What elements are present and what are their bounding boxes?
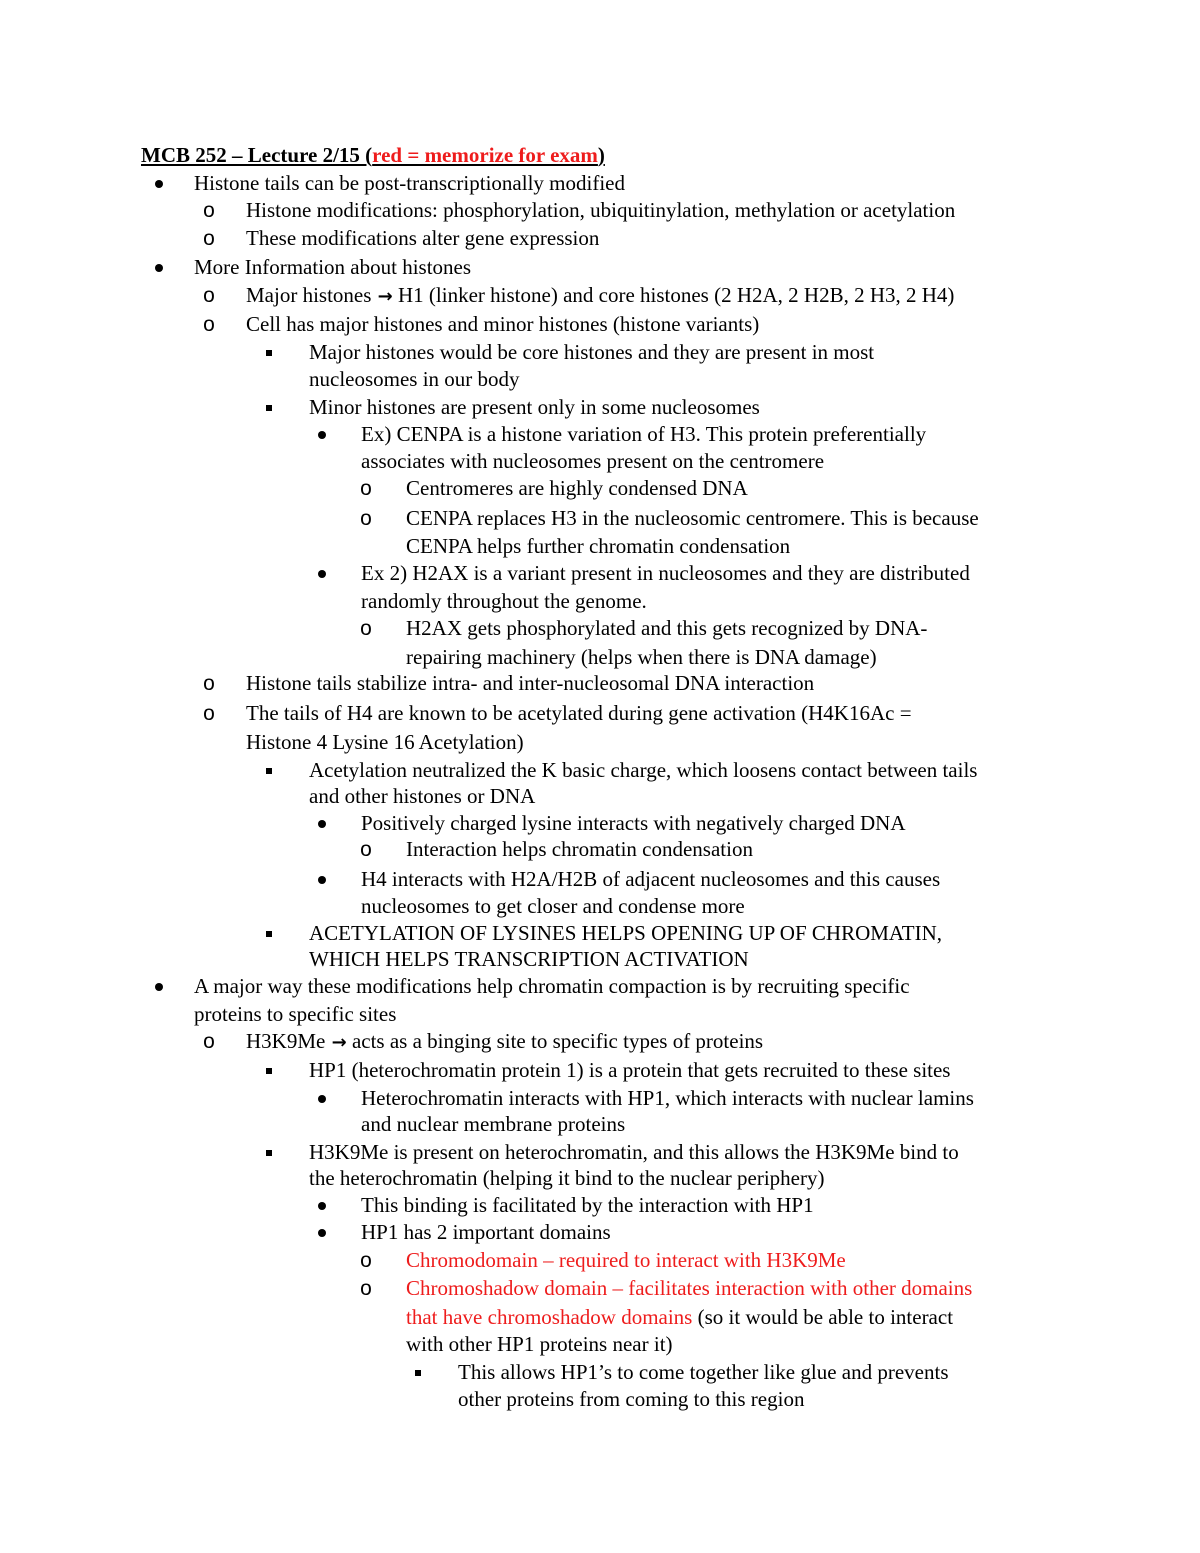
list-item-text — [361, 867, 940, 892]
emphasis-text: Chromodomain – required to interact with H3K9Me — [406, 1248, 846, 1272]
item-text: Histone 4 Lysine 16 Acetylation) — [246, 730, 524, 754]
bullet-circle-icon: o — [203, 1030, 215, 1053]
item-text: the heterochromatin (helping it bind to the nuclear periphery) — [309, 1166, 825, 1190]
list-item-text — [361, 589, 647, 614]
bullet-circle-icon: o — [360, 838, 372, 861]
bullet-circle-icon: o — [203, 672, 215, 695]
right-arrow-icon: → — [325, 1032, 347, 1053]
item-text: CENPA helps further chromatin condensation — [406, 534, 791, 558]
bullet-dot-icon — [314, 871, 330, 889]
item-text: Ex) CENPA is a histone variation of H3. This protein preferentially — [361, 422, 927, 446]
bullet-dot-icon — [314, 1197, 330, 1215]
item-text: This binding is facilitated by the interaction with HP1 — [361, 1193, 814, 1217]
bullet-square-icon — [261, 1144, 277, 1162]
bullet-square-icon — [261, 762, 277, 780]
item-text: nucleosomes in our body — [309, 367, 520, 391]
list-item-text — [246, 671, 814, 696]
list-item-text — [309, 340, 874, 365]
item-text: These modifications alter gene expression — [246, 226, 600, 250]
list-item-text — [406, 476, 748, 501]
list-item-text — [246, 1029, 763, 1054]
item-text: Heterochromatin interacts with HP1, which interacts with nuclear lamins — [361, 1086, 974, 1110]
title-suffix: ) — [597, 143, 605, 167]
item-text: CENPA replaces H3 in the nucleosomic centromere. This is because — [406, 506, 979, 530]
item-text: A major way these modifications help chromatin compaction is by recruiting specific — [194, 974, 910, 998]
item-text: Ex 2) H2AX is a variant present in nucleosomes and they are distributed — [361, 561, 970, 585]
list-item-text — [406, 1276, 972, 1301]
list-item-text — [246, 312, 759, 337]
title-prefix: MCB 252 – Lecture 2/15 ( — [141, 143, 373, 167]
item-text-continuation: (so it would be able to interact — [692, 1305, 954, 1329]
bullet-circle-icon: o — [203, 313, 215, 336]
list-item-text — [361, 561, 970, 586]
bullet-circle-icon: o — [360, 1277, 372, 1300]
item-text: Interaction helps chromatin condensation — [406, 837, 753, 861]
item-text: ACETYLATION OF LYSINES HELPS OPENING UP OF CHROMATIN, — [309, 921, 942, 945]
bullet-square-icon — [261, 925, 277, 943]
item-text: H4 interacts with H2A/H2B of adjacent nucleosomes and this causes — [361, 867, 941, 891]
list-item-text — [406, 534, 790, 559]
item-text: Histone tails can be post-transcriptionally modified — [194, 171, 625, 195]
list-item-text — [246, 226, 599, 251]
bullet-circle-icon: o — [203, 702, 215, 725]
bullet-dot-icon — [151, 978, 167, 996]
item-text: Major histones — [246, 283, 372, 307]
list-item-text — [361, 1220, 611, 1245]
item-text: This allows HP1’s to come together like glue and prevents — [458, 1360, 949, 1384]
bullet-dot-icon — [151, 175, 167, 193]
item-text: More Information about histones — [194, 255, 472, 279]
item-text: Histone modifications: phosphorylation, ubiquitinylation, methylation or acetylation — [246, 198, 956, 222]
bullet-circle-icon: o — [203, 227, 215, 250]
item-text-continuation: acts as a binging site to specific types of proteins — [346, 1029, 764, 1053]
item-text: H2AX gets phosphorylated and this gets recognized by DNA- — [406, 616, 928, 640]
item-text: Histone tails stabilize intra- and inter-nucleosomal DNA interaction — [246, 671, 815, 695]
list-item-text — [406, 837, 753, 862]
item-text: repairing machinery (helps when there is DNA damage) — [406, 645, 877, 669]
item-text: HP1 has 2 important domains — [361, 1220, 611, 1244]
list-item-text — [361, 449, 824, 474]
item-text: Centromeres are highly condensed DNA — [406, 476, 748, 500]
bullet-square-icon — [410, 1364, 426, 1382]
bullet-dot-icon — [314, 1090, 330, 1108]
list-item-text — [406, 645, 877, 670]
item-text: associates with nucleosomes present on the centromere — [361, 449, 825, 473]
item-text: HP1 (heterochromatin protein 1) is a protein that gets recruited to these sites — [309, 1058, 951, 1082]
bullet-circle-icon: o — [360, 507, 372, 530]
bullet-square-icon — [261, 399, 277, 417]
list-item-text — [309, 395, 760, 420]
item-text: The tails of H4 are known to be acetylated during gene activation (H4K16Ac = — [246, 701, 912, 725]
list-item-text — [246, 198, 955, 223]
bullet-dot-icon — [151, 259, 167, 277]
item-text: Positively charged lysine interacts with negatively charged DNA — [361, 811, 906, 835]
item-text: WHICH HELPS TRANSCRIPTION ACTIVATION — [309, 947, 749, 971]
item-text: nucleosomes to get closer and condense more — [361, 894, 745, 918]
list-item-text — [309, 921, 942, 946]
item-text-continuation: H1 (linker histone) and core histones (2 H2A, 2 H2B, 2 H3, 2 H4) — [392, 283, 955, 307]
item-text: Minor histones are present only in some nucleosomes — [309, 395, 760, 419]
list-item-text — [309, 1166, 824, 1191]
list-item-text — [361, 422, 926, 447]
list-item-text — [361, 894, 745, 919]
bullet-circle-icon: o — [203, 284, 215, 307]
list-item-text — [361, 1193, 814, 1218]
bullet-dot-icon — [314, 1224, 330, 1242]
list-item-text — [194, 1002, 396, 1027]
list-item-text — [309, 1140, 959, 1165]
item-text: and other histones or DNA — [309, 784, 536, 808]
item-text: H3K9Me — [246, 1029, 326, 1053]
list-item-text — [246, 701, 912, 726]
right-arrow-icon: → — [371, 286, 393, 307]
bullet-dot-icon — [314, 565, 330, 583]
bullet-circle-icon: o — [203, 199, 215, 222]
list-item-text — [458, 1360, 949, 1385]
bullet-dot-icon — [314, 426, 330, 444]
list-item-text — [406, 1332, 673, 1357]
item-text: randomly throughout the genome. — [361, 589, 647, 613]
list-item-text — [361, 811, 906, 836]
bullet-square-icon — [261, 1062, 277, 1080]
bullet-circle-icon: o — [360, 617, 372, 640]
list-item-text — [361, 1086, 974, 1111]
title-red-note: red = memorize for exam — [372, 143, 598, 167]
list-item-text — [406, 616, 927, 641]
item-text: H3K9Me is present on heterochromatin, and this allows the H3K9Me bind to — [309, 1140, 959, 1164]
list-item-text — [194, 974, 910, 999]
list-item-text — [194, 171, 625, 196]
item-text: proteins to specific sites — [194, 1002, 397, 1026]
list-item-text — [361, 1112, 625, 1137]
list-item-text — [309, 784, 535, 809]
emphasis-text: Chromoshadow domain – facilitates interaction with other domains — [406, 1276, 973, 1300]
item-text: with other HP1 proteins near it) — [406, 1332, 673, 1356]
bullet-circle-icon: o — [360, 477, 372, 500]
list-item-text — [309, 1058, 950, 1083]
item-text: other proteins from coming to this region — [458, 1387, 805, 1411]
list-item-text — [406, 1248, 846, 1273]
list-item-text — [246, 283, 954, 308]
emphasis-text: that have chromoshadow domains — [406, 1305, 693, 1329]
item-text: Major histones would be core histones and they are present in most — [309, 340, 875, 364]
bullet-circle-icon: o — [360, 1249, 372, 1272]
bullet-square-icon — [261, 344, 277, 362]
list-item-text — [309, 758, 977, 783]
list-item-text — [458, 1387, 804, 1412]
list-item-text — [309, 947, 749, 972]
item-text: and nuclear membrane proteins — [361, 1112, 626, 1136]
list-item-text — [406, 506, 979, 531]
list-item-text — [194, 255, 471, 280]
list-item-text — [246, 730, 524, 755]
list-item-text — [406, 1305, 953, 1330]
page-title — [141, 143, 605, 168]
bullet-dot-icon — [314, 815, 330, 833]
item-text: Acetylation neutralized the K basic charge, which loosens contact between tails — [309, 758, 978, 782]
list-item-text — [309, 367, 520, 392]
item-text: Cell has major histones and minor histones (histone variants) — [246, 312, 760, 336]
